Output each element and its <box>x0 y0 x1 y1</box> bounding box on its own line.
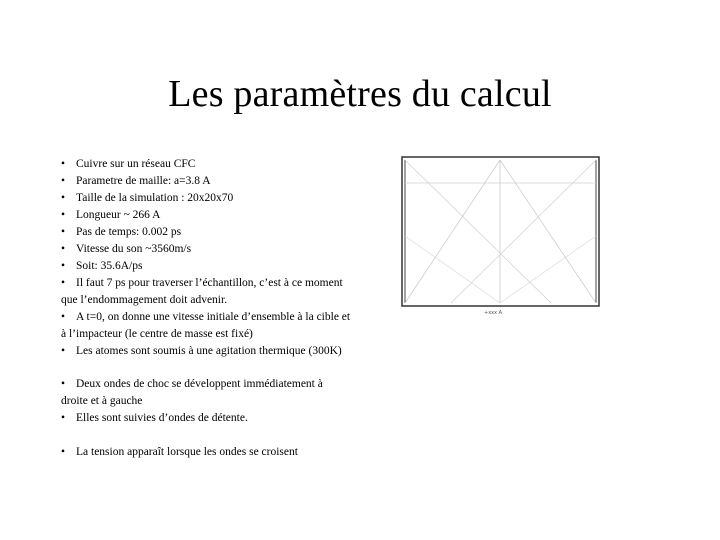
spacer <box>61 360 351 376</box>
list-item: • Elles sont suivies d’ondes de détente. <box>61 410 351 427</box>
list-item: • A t=0, on donne une vitesse initiale d’ensemble à la cible et à l’impacteur (le centre de masse est fixé) <box>61 309 351 343</box>
bullet-list-tension <box>61 444 351 461</box>
bullet-text-block <box>61 156 351 461</box>
list-item: • Les atomes sont soumis à une agitation thermique (300K) <box>61 343 351 360</box>
list-item: • La tension apparaît lorsque les ondes se croisent <box>61 444 351 461</box>
diagram-caption: +xxx A <box>484 310 503 316</box>
wave-diagram <box>401 156 601 311</box>
slide-title: Les paramètres du calcul <box>168 73 552 115</box>
list-item: • Taille de la simulation : 20x20x70 <box>61 190 351 207</box>
diagram-frame <box>402 157 599 306</box>
list-item: • Soit: 35.6A/ps <box>61 258 351 275</box>
list-item: • Longueur ~ 266 A <box>61 207 351 224</box>
list-item: • Il faut 7 ps pour traverser l’échantillon, c’est à ce moment que l’endommagement doit advenir. <box>61 275 351 309</box>
wave-diagram-svg <box>401 156 601 311</box>
bullet-list-parameters <box>61 156 351 360</box>
list-item: • Cuivre sur un réseau CFC <box>61 156 351 173</box>
list-item: • Pas de temps: 0.002 ps <box>61 224 351 241</box>
bullet-list-shock-waves <box>61 376 351 427</box>
spacer <box>61 427 351 444</box>
list-item: • Deux ondes de choc se développent immédiatement à droite et à gauche <box>61 376 351 410</box>
list-item: • Parametre de maille: a=3.8 A <box>61 173 351 190</box>
list-item: • Vitesse du son ~3560m/s <box>61 241 351 258</box>
